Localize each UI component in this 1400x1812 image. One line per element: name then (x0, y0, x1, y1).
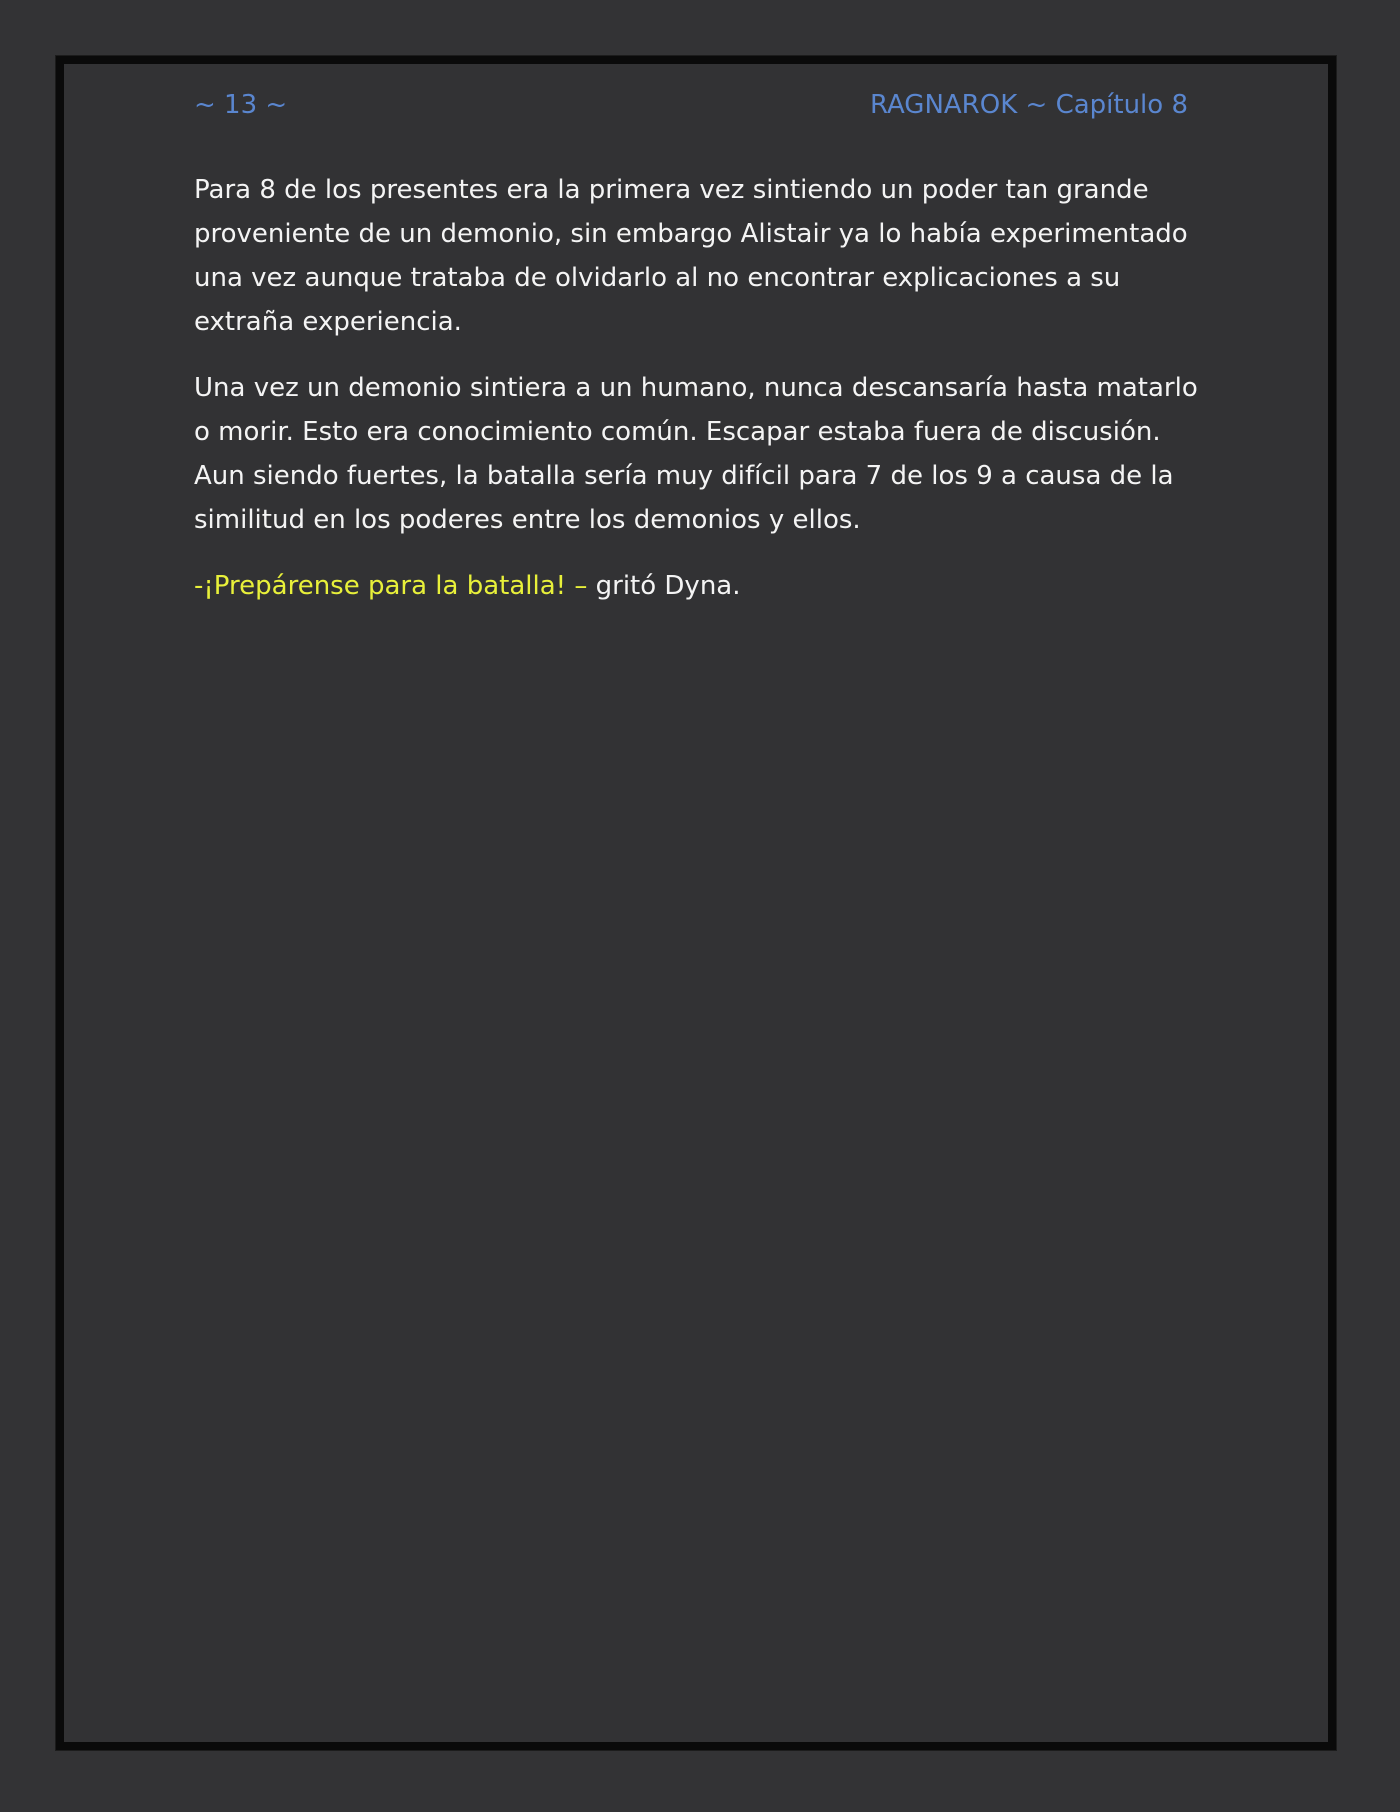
running-title: RAGNAROK ~ Capítulo 8 (869, 90, 1188, 120)
page-header (194, 90, 1188, 130)
page-sheet (56, 56, 1336, 1750)
page-number: ~ 13 ~ (194, 90, 288, 120)
paragraph: Para 8 de los presentes era la primera vez sintiendo un poder tan grande proveniente de un demonio, sin embargo Alistair ya lo había experimentado una vez aunque trataba de olvidarlo al no encontrar explicaciones a su extraña experiencia. (194, 175, 1188, 337)
dialogue-line (194, 564, 1204, 608)
dialogue-attribution: gritó Dyna. (587, 571, 741, 601)
paragraph: Una vez un demonio sintiera a un humano, nunca descansaría hasta matarlo o morir. Esto era conocimiento común. Escapar estaba fuera de discusión. Aun siendo fuertes, la batalla sería muy difícil para 7 de los 9 a causa de la similitud en los poderes entre los demonios y ellos. (194, 373, 1198, 535)
chapter-body (194, 168, 1204, 630)
dialogue-speech: -¡Prepárense para la batalla! – (194, 571, 588, 601)
